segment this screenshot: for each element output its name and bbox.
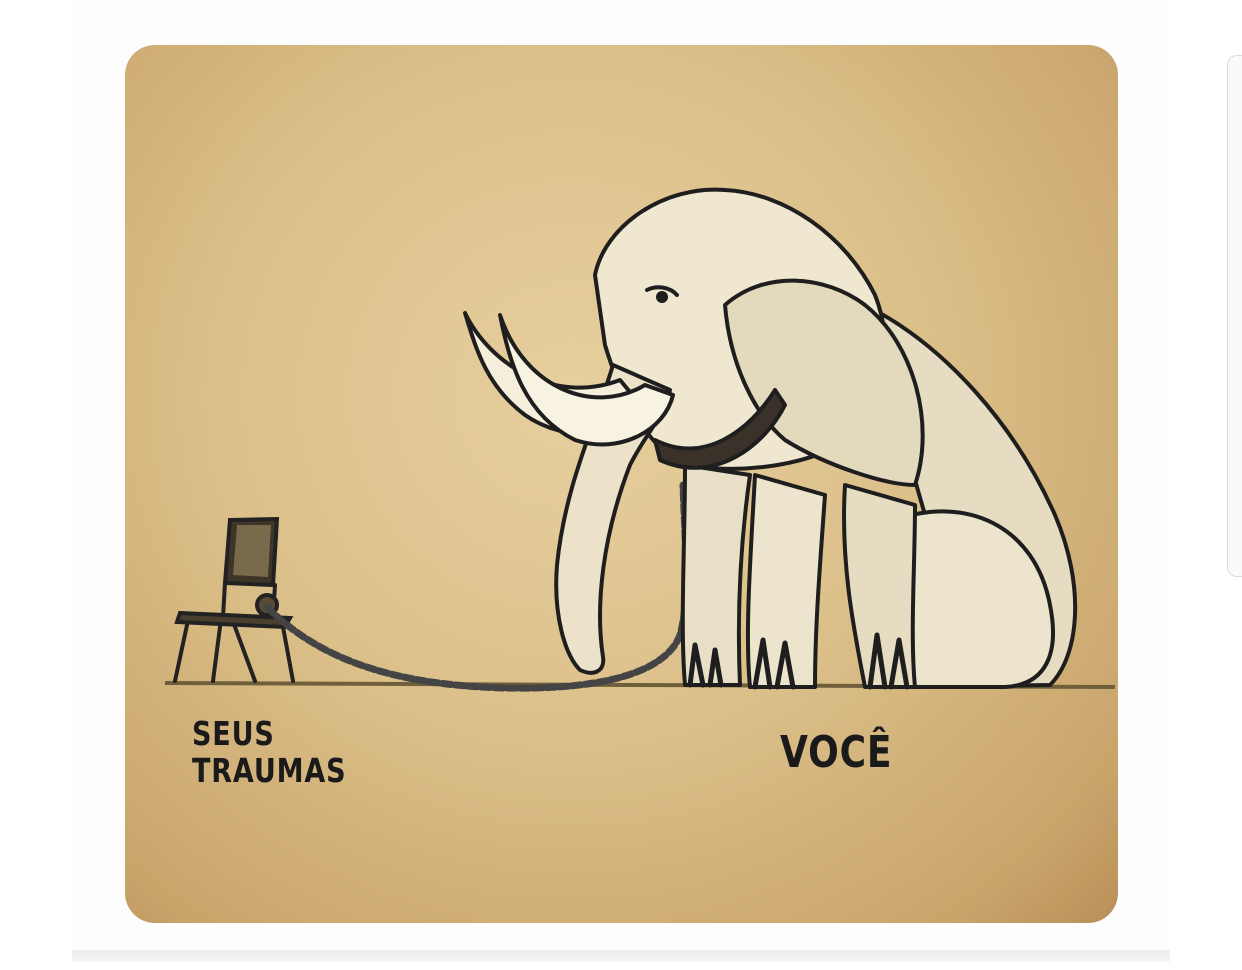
label-line-1: SEUS [192, 714, 275, 753]
cartoon-illustration [125, 45, 1118, 923]
label-seus-traumas [192, 714, 389, 791]
label-voce: VOCÊ [780, 727, 893, 778]
chain-image [267, 485, 686, 688]
label-line-2: TRAUMAS [192, 751, 347, 790]
chair-image [175, 519, 293, 681]
elephant-image [465, 190, 1075, 687]
bottom-divider [72, 950, 1170, 962]
scrollbar[interactable] [1227, 55, 1242, 577]
